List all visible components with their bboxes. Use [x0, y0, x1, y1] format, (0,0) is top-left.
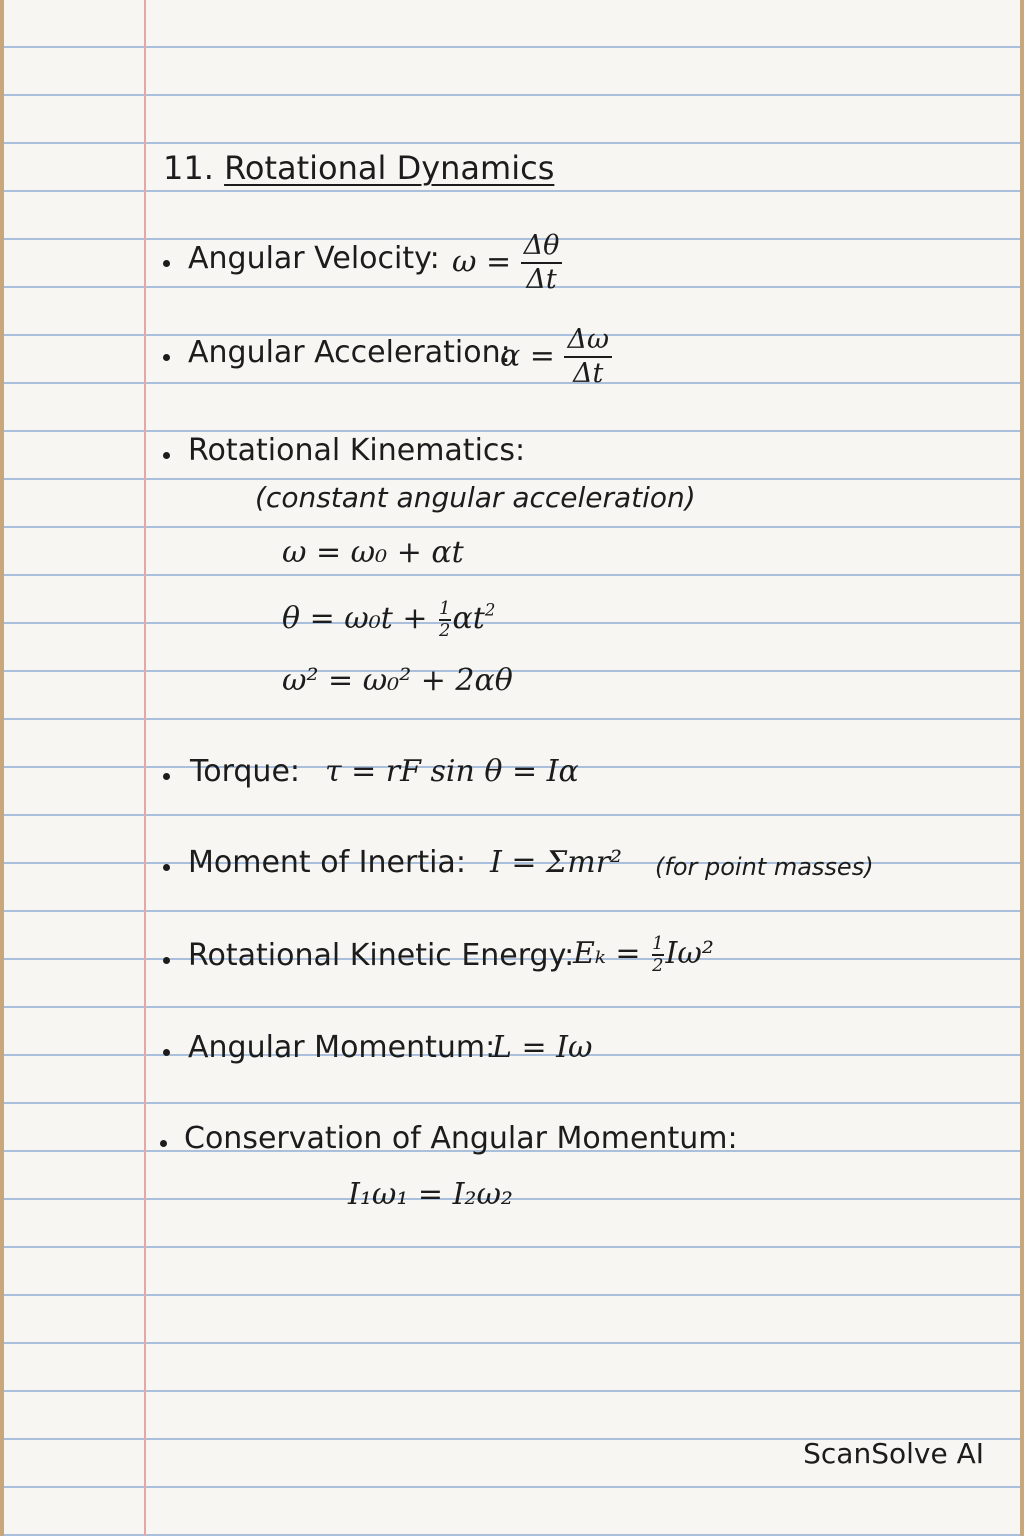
- numerator: Δω: [567, 324, 609, 355]
- bullet: [163, 773, 170, 780]
- angular-momentum-label: Angular Momentum:: [188, 1030, 496, 1065]
- kinematics-equation-3: ω² = ω₀² + 2αθ: [282, 663, 513, 698]
- conservation-formula: I₁ω₁ = I₂ω₂: [348, 1177, 513, 1212]
- bullet: [163, 864, 170, 871]
- conservation-label: Conservation of Angular Momentum:: [184, 1121, 738, 1156]
- kinematics-equation-2: [282, 600, 495, 640]
- angular-momentum-formula: L = Iω: [492, 1030, 593, 1065]
- denominator: 2: [439, 619, 451, 641]
- page-title: [163, 149, 555, 187]
- fraction: [521, 232, 563, 295]
- title-number: 11.: [163, 149, 214, 187]
- one-half-fraction: [652, 935, 663, 975]
- bullet: [160, 1140, 167, 1147]
- equation-rhs: αt: [452, 600, 485, 636]
- paper-edge-left: [0, 0, 4, 1536]
- angular-acceleration-label: Angular Acceleration:: [188, 335, 511, 370]
- moment-of-inertia-formula: I = Σmr²: [490, 845, 623, 880]
- equation-lhs: θ = ω₀t +: [282, 600, 428, 636]
- rotational-kinematics-label: Rotational Kinematics:: [188, 433, 526, 468]
- kinematics-equation-1: ω = ω₀ + αt: [282, 535, 464, 570]
- denominator: Δt: [526, 264, 557, 296]
- bullet: [163, 260, 170, 267]
- torque-label: Torque:: [190, 754, 301, 789]
- rotational-kinetic-energy-label: Rotational Kinetic Energy:: [188, 938, 575, 973]
- numerator: Δθ: [523, 230, 560, 261]
- exponent: 2: [484, 600, 496, 620]
- numerator: 1: [439, 598, 451, 619]
- scansolve-signature: ScanSolve AI: [803, 1437, 984, 1470]
- moment-of-inertia-label: Moment of Inertia:: [188, 845, 466, 880]
- formula-lhs: α =: [500, 338, 555, 374]
- formula-lhs: ω =: [452, 244, 512, 280]
- bullet: [163, 452, 170, 459]
- title-text: Rotational Dynamics: [224, 149, 555, 187]
- paper-edge-right: [1020, 0, 1024, 1536]
- denominator: Δt: [573, 358, 604, 390]
- bullet: [163, 957, 170, 964]
- margin-line: [144, 0, 146, 1536]
- bullet: [163, 354, 170, 361]
- torque-formula: τ = rF sin θ = Iα: [325, 754, 579, 789]
- one-half-fraction: [439, 600, 450, 640]
- rotational-kinetic-energy-formula: [573, 935, 714, 975]
- moment-of-inertia-note: (for point masses): [655, 853, 874, 881]
- angular-acceleration-formula: [500, 326, 612, 389]
- angular-velocity-formula: [452, 232, 562, 295]
- numerator: 1: [652, 933, 664, 954]
- formula-rhs: Iω²: [665, 935, 714, 971]
- denominator: 2: [652, 954, 664, 976]
- bullet: [163, 1049, 170, 1056]
- formula-lhs: Eₖ =: [573, 935, 641, 971]
- angular-velocity-label: Angular Velocity:: [188, 241, 440, 276]
- kinematics-note: (constant angular acceleration): [255, 481, 696, 514]
- fraction: [564, 326, 612, 389]
